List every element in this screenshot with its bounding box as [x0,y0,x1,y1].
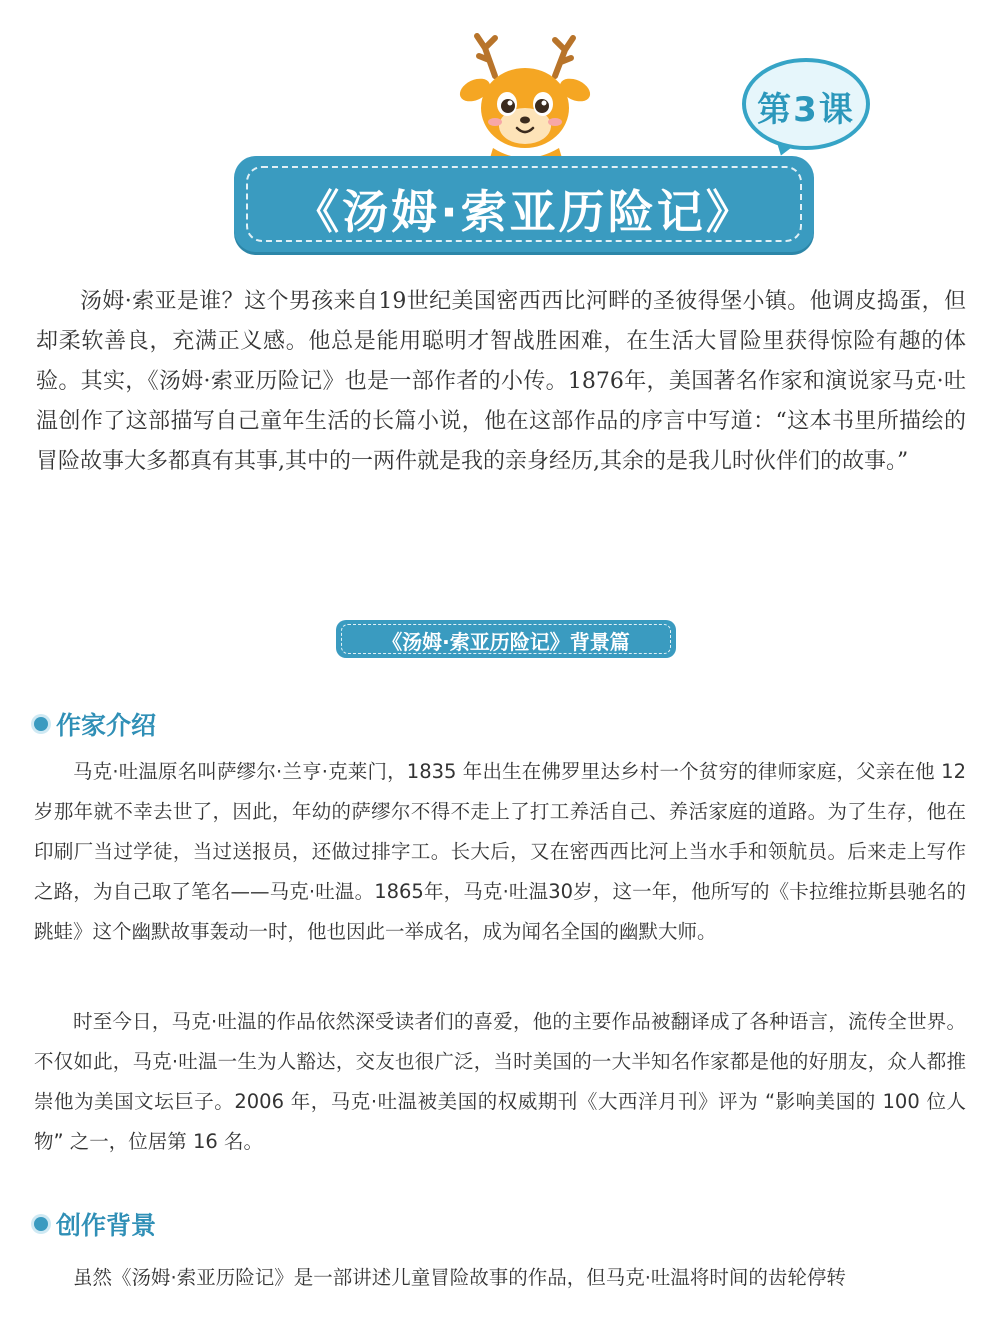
dot-icon [34,1217,48,1231]
background-paragraph-1: 虽然《汤姆·索亚历险记》是一部讲述儿童冒险故事的作品，但马克·吐温将时间的齿轮停转 [73,1266,846,1289]
section-label-pill [336,620,676,658]
section-label-text: 《汤姆·索亚历险记》背景篇 [382,630,630,654]
background-heading [34,1206,156,1242]
background-heading-text: 创作背景 [56,1211,157,1240]
lesson-number-text: 第3课 [757,90,855,130]
author-heading [34,706,156,742]
dot-icon [34,717,48,731]
title-banner [234,156,814,252]
page-title: 《汤姆·索亚历险记》 [293,185,755,239]
deer-mascot-icon [455,28,595,168]
author-paragraph-1: 马克·吐温原名叫萨缪尔·兰亨·克莱门，1835 年出生在佛罗里达乡村一个贫穷的律师家庭，父亲在他 12 岁那年就不幸去世了，因此，年幼的萨缪尔不得不走上了打工养活自己、养活家庭的道路。为了生存，他在印刷厂当过学徒，当过送报员，还做过排字工。长大后，又在密西西比河上当水手和领航员。后来走上写作之路，为自己取了笔名——马克·吐温。1865年，马克·吐温30岁，这一年，他所写的《卡拉维拉斯县驰名的跳蛙》这个幽默故事轰动一时，他也因此一举成名，成为闻名全国的幽默大师。 [34,760,966,943]
author-heading-text: 作家介绍 [56,711,157,740]
author-paragraph-2: 时至今日，马克·吐温的作品依然深受读者们的喜爱，他的主要作品被翻译成了各种语言，流传全世界。不仅如此，马克·吐温一生为人豁达，交友也很广泛，当时美国的一大半知名作家都是他的好朋友，众人都推崇他为美国文坛巨子。2006 年，马克·吐温被美国的权威期刊《大西洋月刊》评为 “影响美国的 100 位人物” 之一，位居第 16 名。 [34,1010,966,1153]
intro-paragraph: 汤姆·索亚是谁？这个男孩来自19世纪美国密西西比河畔的圣彼得堡小镇。他调皮捣蛋，但却柔软善良，充满正义感。他总是能用聪明才智战胜困难，在生活大冒险里获得惊险有趣的体验。其实，《汤姆·索亚历险记》也是一部作者的小传。1876年，美国著名作家和演说家马克·吐温创作了这部描写自己童年生活的长篇小说，他在这部作品的序言中写道：“这本书里所描绘的冒险故事大多都真有其事,其中的一两件就是我的亲身经历,其余的是我儿时伙伴们的故事。” [36,289,966,474]
lesson-number-badge [742,58,870,158]
